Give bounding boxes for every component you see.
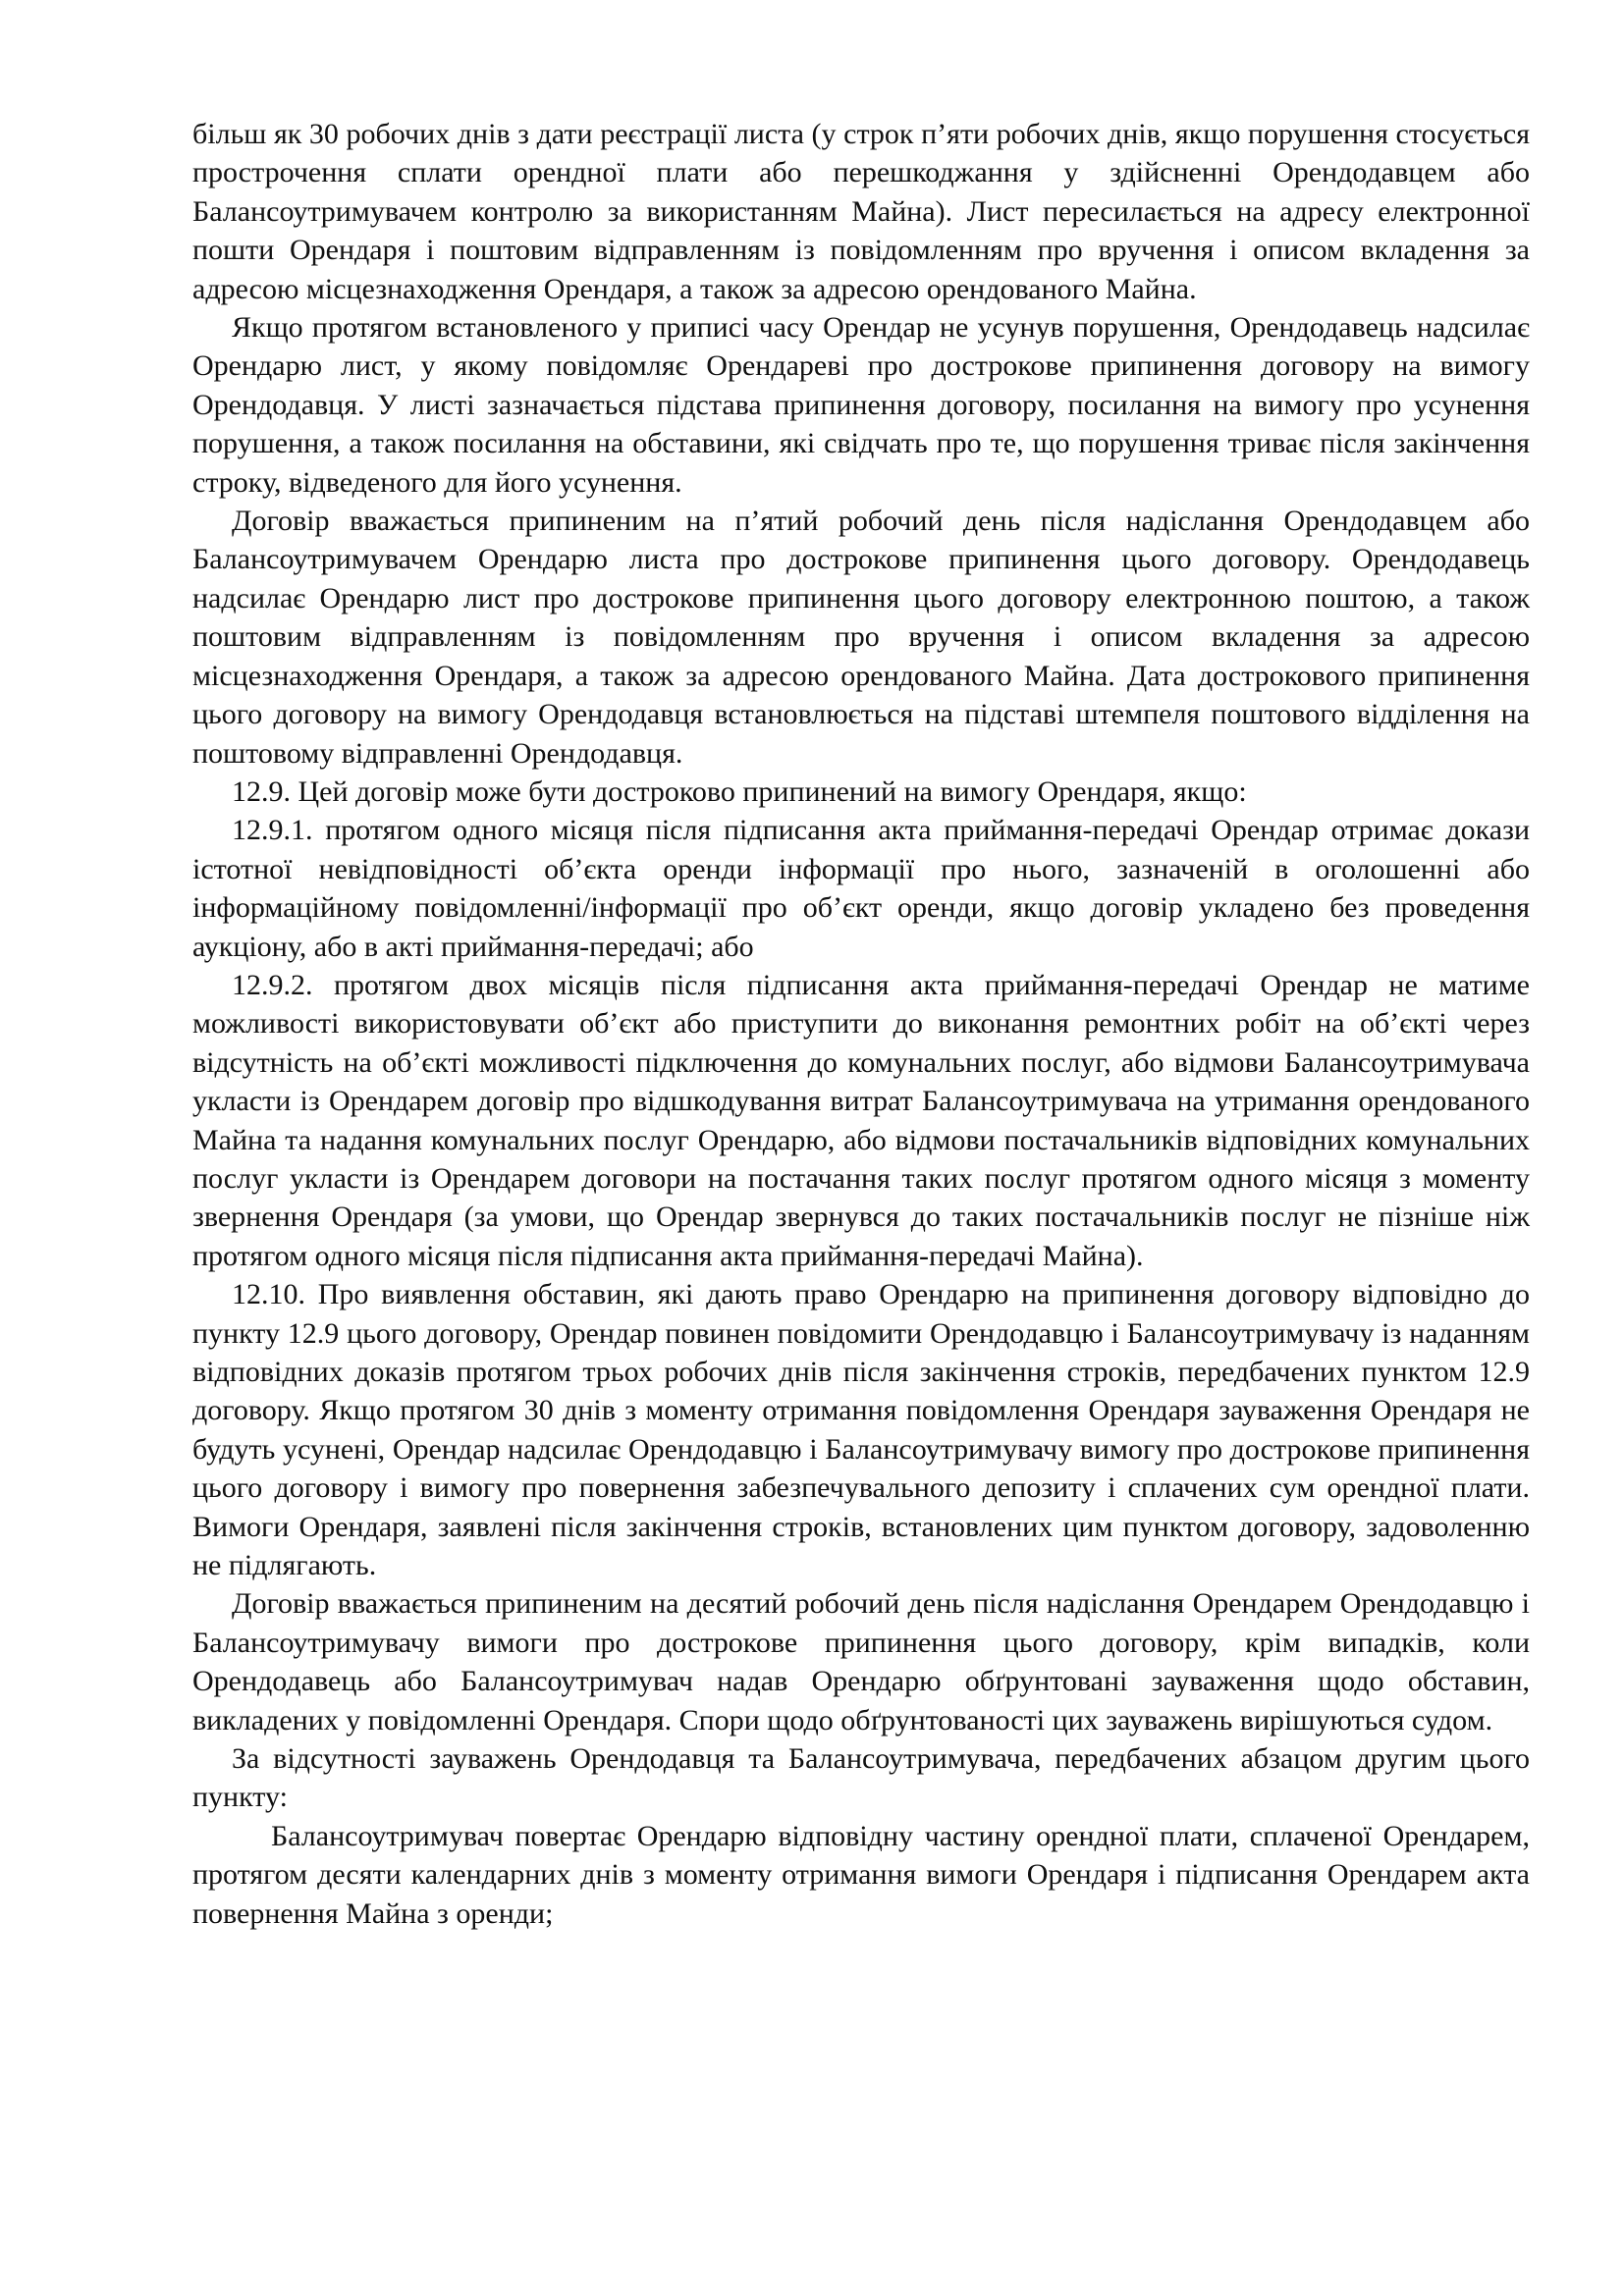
clause-12-9-2: 12.9.2. протягом двох місяців після підписання акта приймання-передачі Орендар не матиме можливості використовувати об’єкт або приступити до виконання ремонтних робіт на об’єкті через відсутність на об’єкті можливості підключення до комунальних послуг, або відмови Балансоутримувача укласти із Орендарем договір про відшкодування витрат Балансоутримувача на утримання орендованого Майна та надання комунальних послуг Орендарю, або відмови постачальників відповідних комунальних послуг укласти із Орендарем договори на постачання таких послуг протягом одного місяця з моменту звернення Орендаря (за умови, що Орендар звернувся до таких постачальників послуг не пізніше ніж протягом одного місяця після підписання акта приймання-передачі Майна). bbox=[192, 968, 1530, 1272]
paragraph-refund: Балансоутримувач повертає Орендарю відповідну частину орендної плати, сплаченої Орендарем, протягом десяти календарних днів з моменту отримання вимоги Орендаря і підписання Орендарем акта повернення Майна з оренди; bbox=[192, 1819, 1530, 1930]
paragraph-tenant-termination-date: Договір вважається припиненим на десятий робочий день після надіслання Орендарем Орендодавцю і Балансоутримувачу вимоги про дострокове припинення цього договору, крім випадків, коли Орендодавець або Балансоутримувач надав Орендарю обґрунтовані зауваження щодо обставин, викладених у повідомленні Орендаря. Спори щодо обґрунтованості цих зауважень вирішуються судом. bbox=[192, 1587, 1530, 1736]
clause-12-10: 12.10. Про виявлення обставин, які дають право Орендарю на припинення договору відповідно до пункту 12.9 цього договору, Орендар повинен повідомити Орендодавцю і Балансоутримувачу із наданням відповідних доказів протягом трьох робочих днів після закінчення строків, передбачених пунктом 12.9 договору. Якщо протягом 30 днів з моменту отримання повідомлення Орендаря зауваження Орендаря не будуть усунені, Орендар надсилає Орендодавцю і Балансоутримувачу вимогу про дострокове припинення цього договору і вимогу про повернення забезпечувального депозиту і сплачених сум орендної плати. Вимоги Орендаря, заявлені після закінчення строків, встановлених цим пунктом договору, задоволенню не підлягають. bbox=[192, 1278, 1530, 1582]
clause-12-9-1: 12.9.1. протягом одного місяця після підписання акта приймання-передачі Орендар отримає докази істотної невідповідності об’єкта оренди інформації про нього, зазначеній в оголошенні або інформаційному повідомленні/інформації про об’єкт оренди, якщо договір укладено без проведення аукціону, або в акті приймання-передачі; або bbox=[192, 814, 1530, 963]
paragraph-no-objections: За відсутності зауважень Орендодавця та Балансоутримувача, передбачених абзацом другим цього пункту: bbox=[192, 1742, 1530, 1814]
paragraph-termination-date: Договір вважається припиненим на п’ятий робочий день після надіслання Орендодавцем або Балансоутримувачем Орендарю листа про дострокове припинення цього договору. Орендодавець надсилає Орендарю лист про дострокове припинення цього договору електронною поштою, а також поштовим відправленням із повідомленням про вручення і описом вкладення за адресою місцезнаходження Орендаря, а також за адресою орендованого Майна. Дата дострокового припинення цього договору на вимогу Орендодавця встановлюється на підставі штемпеля поштового відділення на поштовому відправленні Орендодавця. bbox=[192, 505, 1530, 770]
paragraph-continuation-notice: більш як 30 робочих днів з дати реєстрації листа (у строк п’яти робочих днів, якщо порушення стосується прострочення сплати орендної плати або перешкоджання у здійсненні Орендодавцем або Балансоутримувачем контролю за використанням Майна). Лист пересилається на адресу електронної пошти Орендаря і поштовим відправленням із повідомленням про вручення і описом вкладення за адресою місцезнаходження Орендаря, а також за адресою орендованого Майна. bbox=[192, 118, 1530, 305]
document-page bbox=[192, 115, 1530, 1933]
paragraph-termination-letter: Якщо протягом встановленого у приписі часу Орендар не усунув порушення, Орендодавець надсилає Орендарю лист, у якому повідомляє Орендареві про дострокове припинення договору на вимогу Орендодавця. У листі зазначається підстава припинення договору, посилання на вимогу про усунення порушення, а також посилання на обставини, які свідчать про те, що порушення триває після закінчення строку, відведеного для його усунення. bbox=[192, 311, 1530, 499]
clause-12-9: 12.9. Цей договір може бути достроково припинений на вимогу Орендаря, якщо: bbox=[232, 774, 1247, 808]
